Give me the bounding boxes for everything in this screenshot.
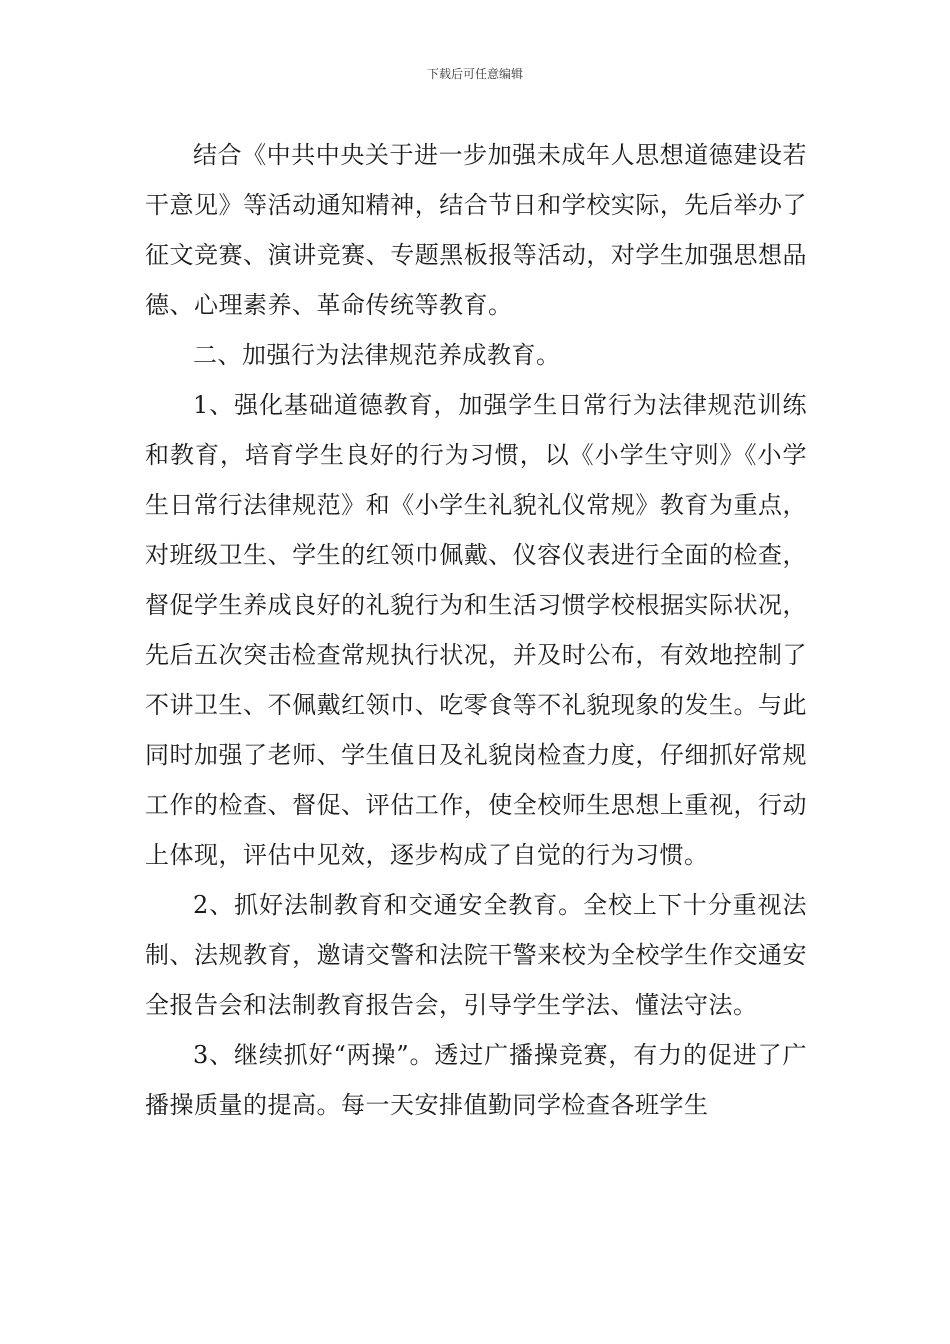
paragraph-legal-safety-education: 2、抓好法制教育和交通安全教育。全校上下十分重视法制、法规教育，邀请交警和法院干警来校为全校学生作交通安全报告会和法制教育报告会，引导学生学法、懂法守法。: [145, 891, 807, 1019]
paragraph-activities: 结合《中共中央关于进一步加强未成年人思想道德建设若干意见》等活动通知精神，结合节日和学校实际，先后举办了征文竞赛、演讲竞赛、专题黑板报等活动，对学生加强思想品德、心理素养、革命传统等教育。: [145, 141, 807, 319]
paragraph-two-exercises: 3、继续抓好“两操”。透过广播操竞赛，有力的促进了广播操质量的提高。每一天安排值勤同学检查各班学生: [145, 1041, 807, 1119]
section-heading-behavior-education: 二、加强行为法律规范养成教育。: [193, 341, 561, 369]
paragraph-moral-education: 1、强化基础道德教育，加强学生日常行为法律规范训练和教育，培育学生良好的行为习惯，以《小学生守则》《小学生日常行法律规范》和《小学生礼貌礼仪常规》教育为重点，对班级卫生、学生的红领巾佩戴、仪容仪表进行全面的检查，督促学生养成良好的礼貌行为和生活习惯学校根据实际状况，先后五次突击检查常规执行状况，并及时公布，有效地控制了不讲卫生、不佩戴红领巾、吃零食等不礼貌现象的发生。与此同时加强了老师、学生值日及礼貌岗检查力度，仔细抓好常规工作的检查、督促、评估工作，使全校师生思想上重视，行动上体现，评估中见效，逐步构成了自觉的行为习惯。: [145, 391, 807, 869]
document-body: [145, 130, 807, 1130]
page-header: 下载后可任意编辑: [426, 67, 523, 81]
